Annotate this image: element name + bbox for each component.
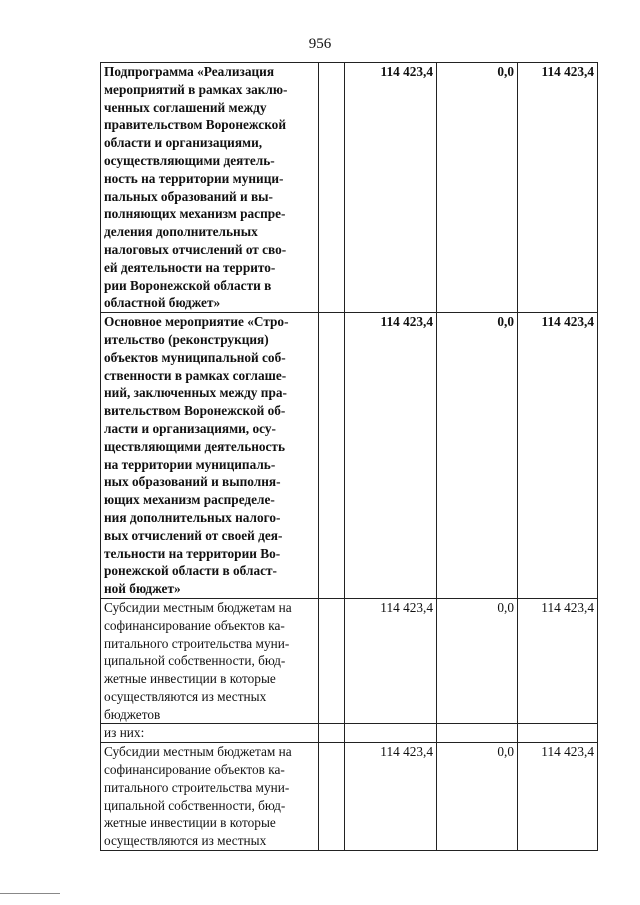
table-row: [101, 724, 598, 743]
row-name: [101, 724, 319, 743]
row-name-line: питального строительства муни-: [104, 779, 290, 795]
row-name-line: ципальной собственности, бюд-: [104, 797, 286, 813]
row-name-line: ительство (реконструкция): [104, 331, 269, 347]
row-name-line: областной бюджет»: [104, 295, 221, 311]
value-last: 114 423,4: [518, 598, 598, 724]
row-name-line: налоговых отчислений от сво-: [104, 241, 287, 257]
value-mid: 0,0: [437, 63, 518, 313]
row-name-line: тельности на территории Во-: [104, 545, 281, 561]
row-name-line: ей деятельности на террито-: [104, 259, 276, 275]
row-name-line: ных образований и выполня-: [104, 474, 281, 490]
empty-cell: [319, 743, 345, 851]
value-last: 114 423,4: [518, 63, 598, 313]
row-name-line: осуществляются из местных: [104, 688, 267, 704]
row-name-line: рии Воронежской области в: [104, 277, 272, 293]
row-name-line: объектов муниципальной соб-: [104, 349, 286, 365]
row-name-line: правительством Воронежской: [104, 117, 286, 133]
value-mid: 0,0: [437, 598, 518, 724]
row-name-line: ность на территории муници-: [104, 170, 284, 186]
value-total: 114 423,4: [345, 313, 437, 599]
row-name-line: Подпрограмма «Реализация: [104, 64, 275, 79]
row-name-line: ния дополнительных налого-: [104, 509, 281, 525]
empty-cell: [319, 63, 345, 313]
row-name-line: жетные инвестиции в которые: [104, 671, 276, 687]
row-name-line: области и организациями,: [104, 135, 263, 151]
table-row: [101, 313, 598, 599]
budget-table: [100, 62, 598, 851]
row-name-line: Субсидии местным бюджетам на: [104, 744, 292, 760]
row-name: [101, 598, 319, 724]
page-number: 956: [308, 36, 332, 52]
row-name-line: ществляющими деятельность: [104, 438, 285, 454]
row-name: [101, 743, 319, 851]
value-last: 114 423,4: [518, 743, 598, 851]
footer-rule: [0, 893, 60, 894]
row-name-line: жетные инвестиции в которые: [104, 815, 276, 831]
row-name-line: ющих механизм распределе-: [104, 492, 275, 508]
empty-cell: [319, 313, 345, 599]
row-name-line: ронежской области в област-: [104, 563, 277, 579]
empty-cell: [319, 598, 345, 724]
row-name-line: бюджетов: [104, 706, 161, 722]
row-name-line: из них:: [104, 725, 145, 741]
table-row: [101, 743, 598, 851]
value-total: 114 423,4: [345, 743, 437, 851]
value-mid: [437, 724, 518, 743]
value-mid: 0,0: [437, 313, 518, 599]
row-name-line: ной бюджет»: [104, 581, 181, 597]
row-name-line: Основное мероприятие «Стро-: [104, 314, 289, 330]
value-total: 114 423,4: [345, 63, 437, 313]
row-name: [101, 63, 319, 313]
row-name-line: софинансирование объектов ка-: [104, 762, 285, 778]
row-name-line: ченных соглашений между: [104, 99, 267, 115]
value-total: 114 423,4: [345, 598, 437, 724]
row-name-line: осуществляются из местных: [104, 833, 267, 849]
row-name-line: Субсидии местным бюджетам на: [104, 599, 292, 615]
row-name-line: вых отчислений от своей дея-: [104, 527, 283, 543]
table-row: [101, 63, 598, 313]
empty-cell: [319, 724, 345, 743]
row-name-line: на территории муниципаль-: [104, 456, 276, 472]
row-name-line: осуществляющими деятель-: [104, 152, 275, 168]
row-name: [101, 313, 319, 599]
row-name-line: вительством Воронежской об-: [104, 403, 286, 419]
value-mid: 0,0: [437, 743, 518, 851]
row-name-line: ний, заключенных между пра-: [104, 385, 287, 401]
row-name-line: деления дополнительных: [104, 224, 258, 240]
table-row: [101, 598, 598, 724]
row-name-line: питального строительства муни-: [104, 635, 290, 651]
row-name-line: софинансирование объектов ка-: [104, 617, 285, 633]
row-name-line: пальных образований и вы-: [104, 188, 273, 204]
row-name-line: ципальной собственности, бюд-: [104, 653, 286, 669]
row-name-line: ласти и организациями, осу-: [104, 420, 276, 436]
value-last: 114 423,4: [518, 313, 598, 599]
row-name-line: ственности в рамках соглаше-: [104, 367, 287, 383]
row-name-line: мероприятий в рамках заклю-: [104, 81, 288, 97]
value-total: [345, 724, 437, 743]
row-name-line: полняющих механизм распре-: [104, 206, 286, 222]
value-last: [518, 724, 598, 743]
